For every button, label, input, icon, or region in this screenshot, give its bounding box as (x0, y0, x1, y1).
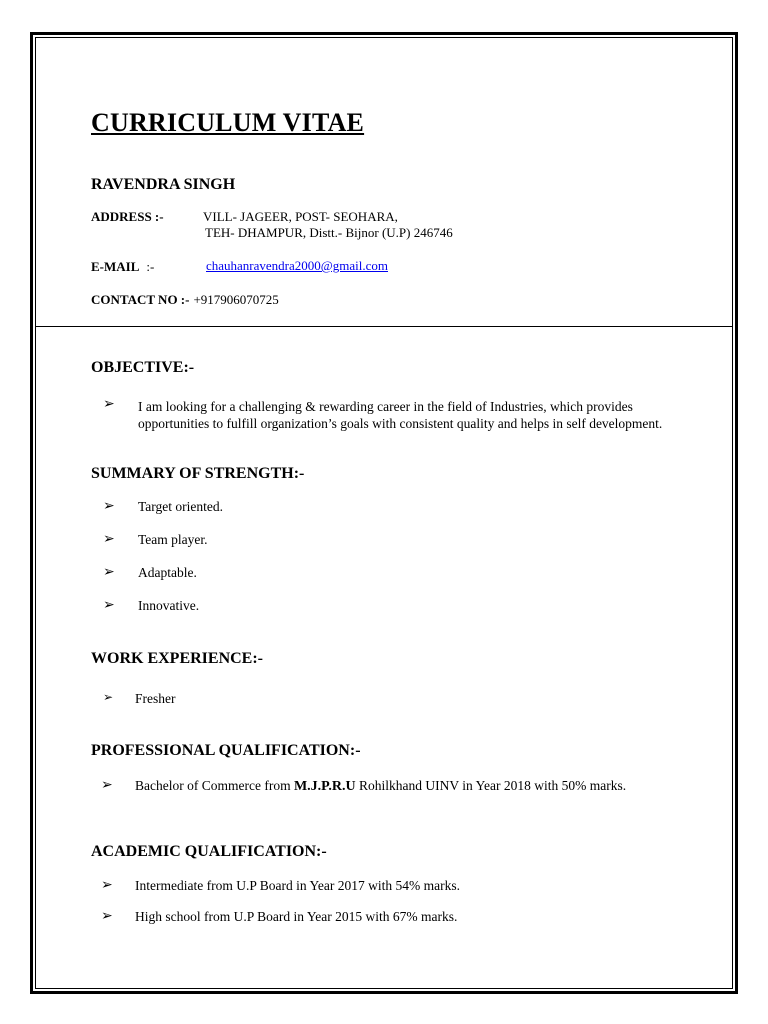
bullet-icon: ➢ (103, 499, 115, 514)
objective-heading: OBJECTIVE:- (91, 359, 195, 376)
professional-prefix: Bachelor of Commerce from (135, 778, 294, 793)
email-label: E-MAIL (91, 259, 140, 274)
strength-heading: SUMMARY OF STRENGTH:- (91, 465, 305, 482)
address-label: ADDRESS :- (91, 209, 164, 224)
address-line-2: TEH- DHAMPUR, Distt.- Bijnor (U.P) 246746 (205, 225, 453, 240)
bullet-icon: ➢ (103, 598, 115, 613)
email-link[interactable]: chauhanravendra2000@gmail.com (206, 258, 388, 273)
email-row (91, 258, 154, 276)
bullet-icon: ➢ (103, 397, 115, 412)
document-title: CURRICULUM VITAE (91, 108, 365, 137)
academic-heading: ACADEMIC QUALIFICATION:- (91, 843, 327, 860)
strength-item: Adaptable. (138, 565, 197, 580)
strength-item: Target oriented. (138, 499, 224, 514)
contact-number: +917906070725 (193, 292, 279, 307)
bullet-icon: ➢ (103, 565, 115, 580)
academic-item: High school from U.P Board in Year 2015 with 67% marks. (135, 909, 458, 924)
professional-item (135, 778, 626, 795)
contact-label: CONTACT NO :- (91, 292, 190, 307)
professional-heading: PROFESSIONAL QUALIFICATION:- (91, 742, 361, 759)
bullet-icon: ➢ (101, 909, 113, 924)
academic-item: Intermediate from U.P Board in Year 2017 with 54% marks. (135, 878, 460, 893)
experience-heading: WORK EXPERIENCE:- (91, 650, 264, 667)
email-separator: :- (146, 259, 155, 274)
bullet-icon: ➢ (101, 778, 113, 793)
professional-suffix: Rohilkhand UINV in Year 2018 with 50% marks. (355, 778, 627, 793)
strength-item: Innovative. (138, 598, 200, 613)
bullet-icon: ➢ (103, 532, 115, 547)
candidate-name: RAVENDRA SINGH (91, 176, 236, 193)
bullet-icon: ➢ (101, 878, 113, 893)
contact-row (91, 291, 279, 309)
header-divider (35, 326, 733, 327)
objective-text: I am looking for a challenging & rewarding career in the field of Industries, which provides opportunities to fulfill organization’s goals with consistent quality and helps in self development. (138, 399, 663, 431)
university-abbrev: M.J.P.R.U (293, 779, 356, 794)
experience-item: Fresher (135, 691, 176, 706)
bullet-icon: ➢ (103, 690, 114, 704)
address-line-1: VILL- JAGEER, POST- SEOHARA, (203, 209, 398, 224)
strength-item: Team player. (138, 532, 208, 547)
